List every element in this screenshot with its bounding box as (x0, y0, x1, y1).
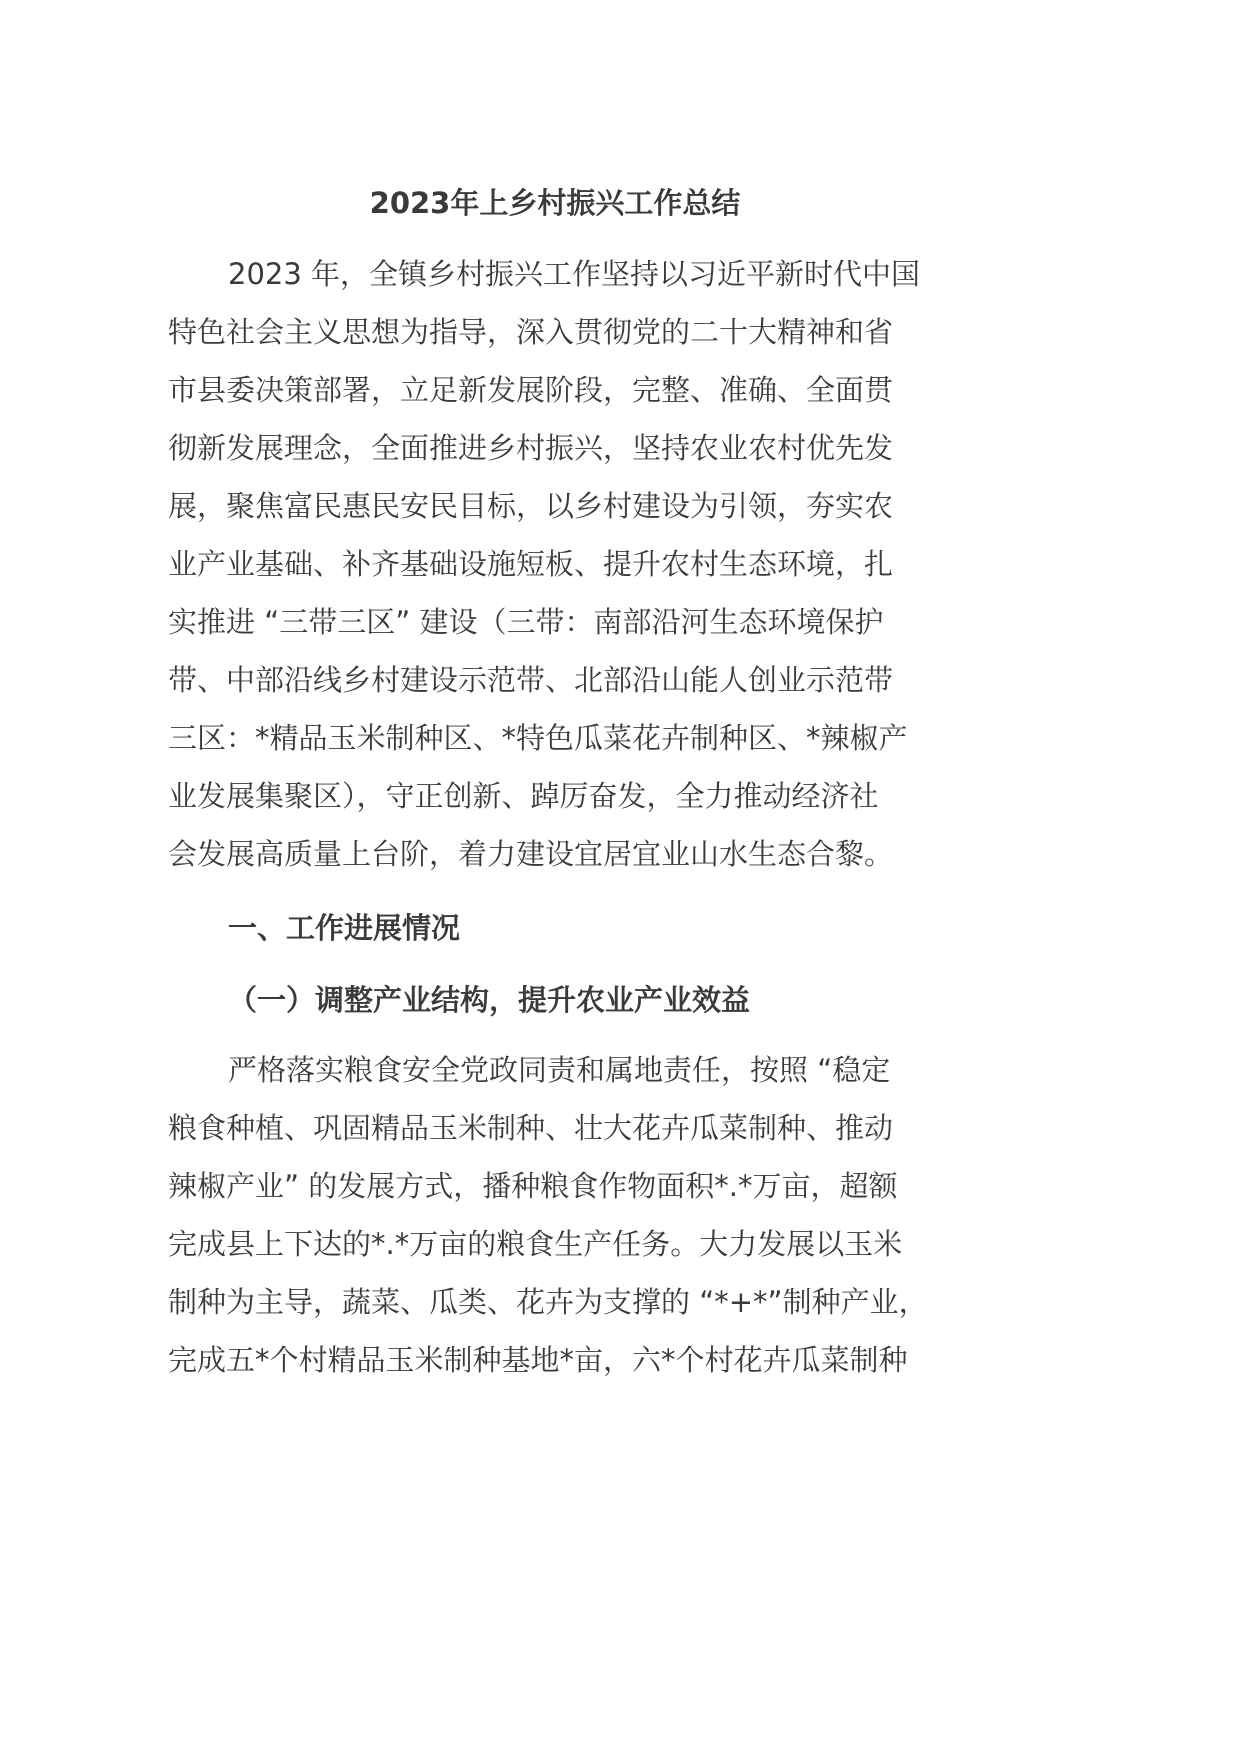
paragraph-line: 市县委决策部署，立足新发展阶段，完整、准确、全面贯 (168, 373, 894, 407)
subsection-heading: （一）调整产业结构，提升农业产业效益 (228, 983, 751, 1017)
paragraph-line: 粮食种植、巩固精品玉米制种、壮大花卉瓜菜制种、推动 (168, 1111, 894, 1145)
paragraph-line: 彻新发展理念，全面推进乡村振兴，坚持农业农村优先发 (168, 431, 894, 465)
paragraph-line: 完成县上下达的*.*万亩的粮食生产任务。大力发展以玉米 (168, 1227, 903, 1261)
paragraph-line: 会发展高质量上台阶，着力建设宜居宜业山水生态合黎。 (168, 837, 894, 871)
paragraph-line: 特色社会主义思想为指导，深入贯彻党的二十大精神和省 (168, 315, 894, 349)
document-title: 2023年上乡村振兴工作总结 (369, 186, 741, 220)
paragraph-line: 制种为主导，蔬菜、瓜类、花卉为支撑的 “*+*”制种产业， (168, 1285, 928, 1319)
section-heading: 一、工作进展情况 (228, 911, 461, 945)
paragraph-line: 2023 年，全镇乡村振兴工作坚持以习近平新时代中国 (228, 257, 921, 291)
paragraph-line: 三区：*精品玉米制种区、*特色瓜菜花卉制种区、*辣椒产 (168, 721, 908, 755)
paragraph-line: 辣椒产业” 的发展方式，播种粮食作物面积*.*万亩，超额 (168, 1169, 898, 1203)
paragraph-line: 带、中部沿线乡村建设示范带、北部沿山能人创业示范带 (168, 663, 894, 697)
paragraph-line: 严格落实粮食安全党政同责和属地责任，按照 “稳定 (228, 1053, 891, 1087)
paragraph-line: 业产业基础、补齐基础设施短板、提升农村生态环境，扎 (168, 547, 894, 581)
paragraph-line: 实推进 “三带三区” 建设（三带：南部沿河生态环境保护 (168, 605, 884, 639)
paragraph-line: 展，聚焦富民惠民安民目标，以乡村建设为引领，夯实农 (168, 489, 894, 523)
paragraph-line: 业发展集聚区），守正创新、踔厉奋发，全力推动经济社 (168, 779, 879, 813)
paragraph-line: 完成五*个村精品玉米制种基地*亩，六*个村花卉瓜菜制种 (168, 1343, 908, 1377)
